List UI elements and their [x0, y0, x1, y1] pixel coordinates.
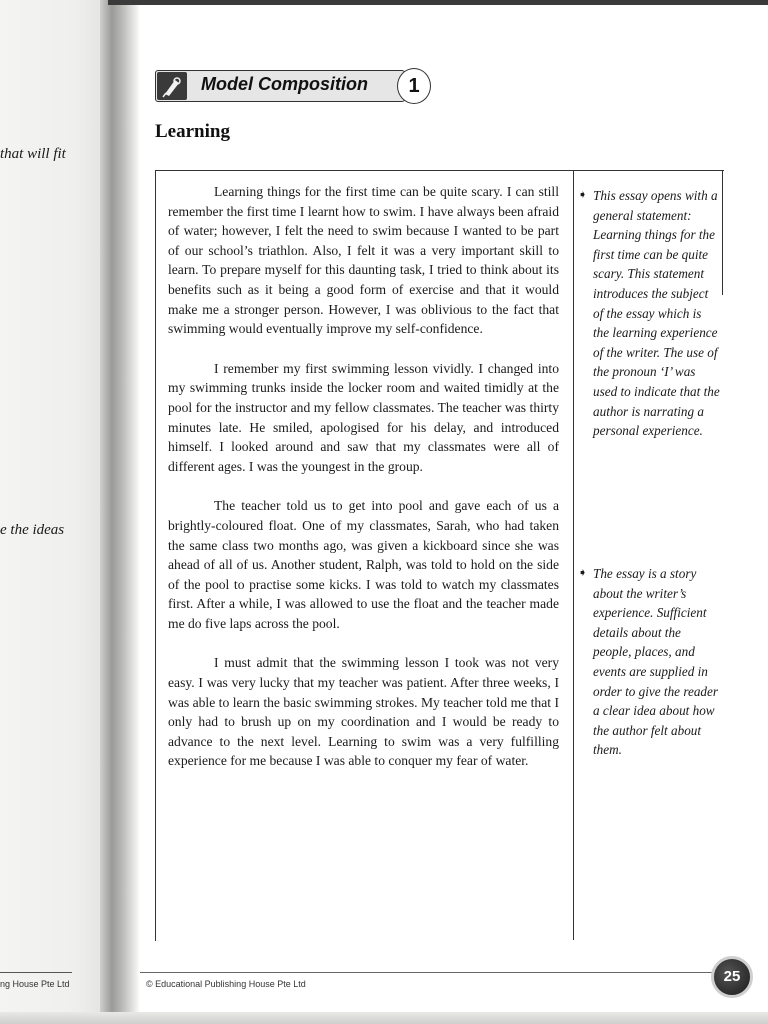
essay-paragraph: I remember my first swimming lesson vividly. I changed into my swimming trunks inside the locker room and waited timidly at the pool for the instructor and my fellow classmates. The teacher was thirty minutes late. He smiled, apologised for his delay, and introduced himself. I looked around and saw that my classmates were all of different ages. I was the youngest in the group.	[168, 360, 559, 474]
margin-note	[578, 564, 720, 760]
essay-body	[168, 182, 559, 791]
essay-paragraph: I must admit that the swimming lesson I took was not very easy. I was very lucky that my teacher was patient. After three weeks, I was able to learn the basic swimming strokes. My teacher told me that I only had to brush up on my coordination and I would be ready to advance to the next level. Learning to swim was a very fulfilling experience for me because I was able to conquer my fear of water.	[168, 655, 559, 769]
essay-paragraph: Learning things for the first time can be quite scary. I can still remember the first time I learnt how to swim. I have always been afraid of water; however, I felt the need to swim because I wanted to be part of our school’s triathlon. Also, I felt it was a very important skill to learn. To prepare myself for this daunting task, I tried to think about its benefits such as it being a good form of exercise and that it would make me a stronger person. However, I was oblivious to the fact that swimming would eventually improve my self-confidence.	[168, 184, 559, 337]
section-title: Model Composition	[201, 74, 368, 94]
page-title: Learning	[155, 121, 230, 142]
column-divider	[573, 170, 574, 940]
left-footer-rule	[0, 972, 72, 973]
left-page-footer: ng House Pte Ltd	[0, 979, 70, 989]
margin-note	[578, 186, 720, 441]
arrow-icon: ➧	[578, 189, 588, 201]
left-page-snippet-top: that will fit	[0, 146, 66, 162]
section-number: 1	[397, 68, 431, 104]
book-gutter	[100, 0, 140, 1024]
arrow-icon: ➧	[578, 567, 588, 579]
pen-nib-icon	[157, 72, 187, 100]
publisher-footer: © Educational Publishing House Pte Ltd	[146, 979, 306, 989]
frame-right-edge	[722, 170, 723, 295]
page-bottom-edge	[0, 1012, 768, 1024]
left-page-snippet-mid: e the ideas	[0, 522, 65, 538]
section-banner	[155, 68, 433, 104]
essay-paragraph: The teacher told us to get into pool and gave each of us a brightly-coloured float. One of my classmates, Sarah, who had taken the same class two months ago, was given a kickboard since she was ahead of all of us. Another student, Ralph, was told to hold on the side of the pool to practise some kicks. I was told to watch my classmates first. After a while, I was allowed to use the float and the teacher made me do five laps across the pool.	[168, 498, 559, 631]
page-top-edge	[108, 0, 768, 5]
footer-rule	[140, 972, 740, 973]
margin-note-text: The essay is a story about the writer’s experience. Sufficient details about the people, places, and events are supplied in order to give the reader a clear idea about how the author felt about them.	[593, 566, 719, 758]
page-number-badge: 25	[711, 956, 753, 998]
margin-note-text: This essay opens with a general statement: Learning things for the first time can be quite scary. This statement introduces the subject of the essay which is the learning experience of the writer. The use of the pronoun ‘I’ was used to indicate that the author is narrating a personal experience.	[593, 188, 720, 439]
